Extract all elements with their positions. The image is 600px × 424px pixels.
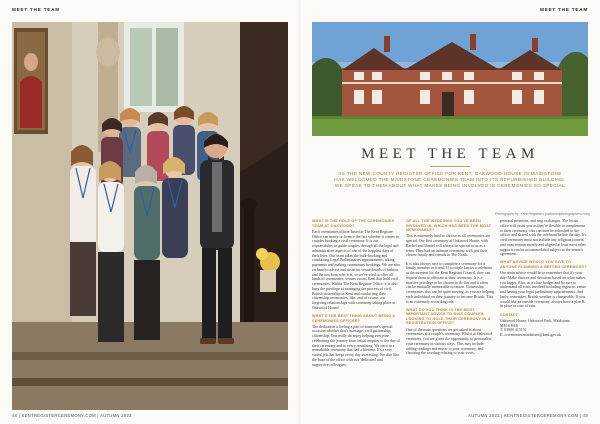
question-heading: OF ALL THE WEDDINGS YOU'VE BEEN INVOLVED IN, WHICH HAS BEEN THE MOST MEMORABLE? (406, 219, 492, 233)
question-heading: WHAT DO YOU THINK IS THE MOST IMPORTANT ADVICE TO GIVE COUPLES LOOKING TO HOLD THEIR CEREMONY IN A REGISTRATION OFFICE? (406, 307, 491, 326)
feature-standfirst: AS THE NEW COUNTY REGISTER OFFICE FOR KENT, OAKWOOD HOUSE IN MAIDSTONE HAS WELCOMED THE MAIDSTONE CEREMONIES TEAM INTO ITS REFURBISHED BUILDING. WE SPEAK TO THEM ABOUT WHAT MAKES BEING INVOLVED IN CEREMONIES SO SPECIAL (334, 171, 566, 188)
contact-phone: T: 03000 415151 (500, 328, 527, 333)
contact-postcode: ME16 8AE (500, 323, 518, 328)
question-heading: WHAT IS THE ROLE OF THE CEREMONIES TEAM AT OAKWOOD? (312, 219, 395, 228)
folio-left: 48 | KENTREGISTERCEREMONY.COM | AUTUMN 2023 (12, 413, 132, 418)
article-column-3 (500, 219, 588, 407)
right-page (300, 0, 600, 424)
answer-text: The dedication a feeling a part of someone's special occasion whether that's marriage, civil partnership, citizenship. You really do enjoy helping everyone celebrating the journey from initial enquiry to the day of their ceremony and to every remaining. We once in a remarkable ceremony that had a lifetime. It's a very varied job that keeps every day interesting. We also like the buzz of the office with our 'dedicated' and supportive colleagues. (312, 324, 400, 367)
team-group-photo (12, 22, 288, 410)
question-heading: WHAT ADVICE WOULD YOU GIVE TO ANYONE PLANNING A BRITISH CEREMONY? (500, 260, 587, 269)
oakwood-house-photo (312, 22, 588, 136)
contact-email[interactable]: E: ceremonies.maidstone@kent.gov.uk (500, 333, 561, 338)
answer-text: It is also always nice to complete a ceremony for a family member or friend. If a couple knows a celebrant at the moment for the Kent Register Council, they can request them to officiate at their ceremony. It is a massive privilege to be chosen to do this and it often can be mutually memorable occasion. Citizenship ceremonies also can be quite moving, as you are helping each individual on their journey to become British. This is an extremely rewarding role. (406, 261, 494, 304)
article-columns (312, 219, 588, 407)
answer-text: This is extremely hard to choose as all ceremonies are special. Our first ceremony at Oakwood House, with Rachel and Daniel will always be special to us as a team. They had an intimate ceremony with just their closest family and friends in The North. (406, 234, 491, 258)
question-heading: WHAT'S THE BEST THING ABOUT BEING A CEREMONIES OFFICER? (312, 313, 395, 323)
running-head-left: MEET THE TEAM (12, 7, 60, 12)
answer-text: One of the main questions we get asked is about ceremonies at a couple's ceremony. Whilst at Oakwood ceremony, you are given the opportunity to personalise your ceremony in various ways. This may include adding readings and music to your ceremony, and choosing the wording relating to your vows, (406, 327, 492, 356)
contact-heading: CONTACT (500, 312, 518, 317)
folio-right: AUTUMN 2023 | KENTREGISTERCEREMONY.COM | 49 (468, 413, 588, 418)
article-column-2 (406, 219, 494, 407)
answer-text: Our main advice would be to remember that it's your day! Make choices and decisions based on what makes you happy. Also, as a close budget and be sure to understand all costs involved including registrar, venue and having your legal preliminary appointments. And lastly, remember, British weather is changeable. If you would like an outside ceremony, always have a plan B in place in case of rain. (500, 271, 586, 309)
feature-title: MEET THE TEAM (361, 146, 539, 162)
contact-address-line: Oakwood House, Oakwood Park, Maidstone, (500, 318, 571, 323)
answer-text: personal promises, and ring exchanges. The locals office will assist you as they're flexible to complement to their ceremony; this can then be refreshed to the officer and shared with the celebrant before the day. It's civil ceremony must not include any religious content and must remain mostly and aligned at least most other supports can be accommodated subject to the venue's agreement. (500, 219, 587, 257)
running-head-right: MEET THE TEAM (540, 7, 588, 12)
title-divider (430, 166, 470, 167)
article-column-1 (312, 219, 400, 407)
answer-text: Each ceremonies officer based at The Kent Register Office can marry or licence the fact whether it comes to couples booking a civil ceremony. It is our responsibility to guide couples through all the legal and administrative aspects of one of the happiest days of their lives. Our team takes the bulk-booking and conducting Legal Preliminaries appointments, taking payments and making ceremonies bookings. We are also on hand to advise and assist on venue details of fashion and the newborn who it is, so we've tried to offer all kinds of ceremonies, venues across Kent that hold civil ceremonies. Within The Kent Register Office, it is also busy the privilege of managing the process of civil, British citizenship in Kent and conducting their citizenship ceremonies, like, and of course, our forgiving relationships with ceremony taking place at Oakwood House! (312, 229, 400, 310)
photo-credit: Photography by: Kent Registrars (oakwoodphotographers.com) (495, 212, 590, 216)
